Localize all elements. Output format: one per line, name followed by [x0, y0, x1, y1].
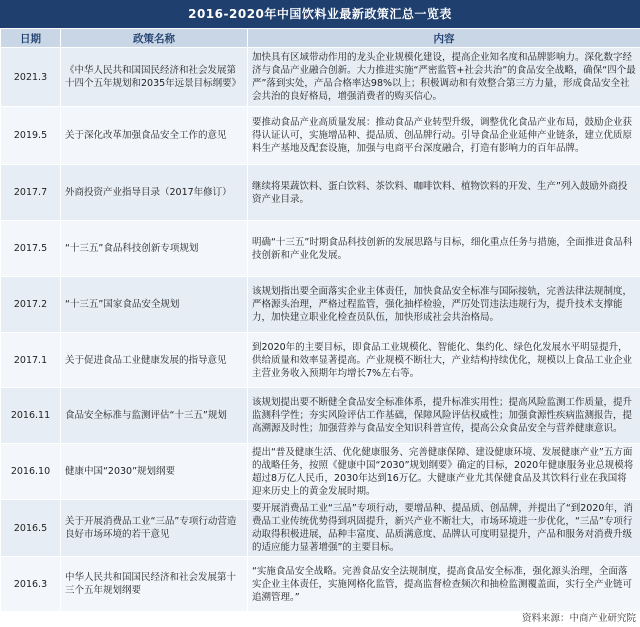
source-note: 资料来源：中商产业研究院 — [521, 613, 636, 624]
cell-date: 2017.2 — [1, 277, 61, 333]
cell-content: 明确“十三五”时期食品科技创新的发展思路与目标，细化重点任务与措施，全面推进食品科技创新和产业化发展。 — [248, 221, 640, 277]
cell-date: 2017.7 — [1, 165, 61, 221]
cell-date: 2019.5 — [1, 107, 61, 165]
cell-policy-name: 关于深化改革加强食品安全工作的意见 — [61, 107, 248, 165]
cell-date: 2016.11 — [1, 388, 61, 444]
cell-policy-name: 关于促进食品工业健康发展的指导意见 — [61, 333, 248, 388]
cell-policy-name: 外商投资产业指导目录（2017年修订） — [61, 165, 248, 221]
cell-policy-name: “十三五”食品科技创新专项规划 — [61, 221, 248, 277]
table-row — [1, 277, 640, 333]
cell-policy-name: 食品安全标准与监测评估“十三五”规划 — [61, 388, 248, 444]
cell-policy-name: 关于开展消费品工业“三品”专项行动营造良好市场环境的若干意见 — [61, 500, 248, 557]
header-policy-name: 政策名称 — [61, 29, 248, 48]
table-row — [1, 444, 640, 500]
cell-content: 该规划提出要不断健全食品安全标准体系，提升标准实用性；提高风险监测工作质量，提升监测科学性；夯实风险评估工作基础，保障风险评估权威性；加强食源性疾病监测报告，提高溯源及时性；加强营养与食品安全知识科普宣传，提高公众食品安全与营养健康意识。 — [248, 388, 640, 444]
cell-content: 要开展消费品工业“三品”专项行动，要增品种、提品质、创品牌，并提出了“到2020年，消费品工业传统优势得到巩固提升，新兴产业不断壮大，市场环境进一步优化，“三品”专项行动取得积极进展，品种丰富度、品质满意度、品牌认可度明显提升，产品和服务对消费升级的适应能力显著增强”的主要目标。 — [248, 500, 640, 557]
cell-content: 到2020年的主要目标，即食品工业规模化、智能化、集约化、绿色化发展水平明显提升，供给质量和效率显著提高。产业规模不断壮大，产业结构持续优化，规模以上食品工业企业主营业务收入预期年均增长7%左右等。 — [248, 333, 640, 388]
cell-date: 2016.5 — [1, 500, 61, 557]
table-row — [1, 388, 640, 444]
table-header-row — [1, 29, 640, 48]
cell-date: 2016.3 — [1, 557, 61, 612]
cell-policy-name: “十三五”国家食品安全规划 — [61, 277, 248, 333]
cell-content: “实施食品安全战略。完善食品安全法规制度，提高食品安全标准，强化源头治理，全面落实企业主体责任，实施网格化监管，提高监督检查频次和抽检监测覆盖面，实行全产业链可追溯管理。” — [248, 557, 640, 612]
table-row — [1, 165, 640, 221]
cell-content: 加快具有区域带动作用的龙头企业规模化建设，提高企业知名度和品牌影响力。深化数字经济与食品产业融合创新。大力推进实施“严密监管+社会共治”的食品安全战略，确保“四个最严”落到实处，产品合格率达98%以上；积极调动和有效整合第三方力量，形成食品安全社会共治的良好格局，增强消费者的购买信心。 — [248, 48, 640, 107]
cell-date: 2017.5 — [1, 221, 61, 277]
header-date: 日期 — [1, 29, 61, 48]
cell-policy-name: 健康中国“2030”规划纲要 — [61, 444, 248, 500]
cell-content: 继续将果蔬饮料、蛋白饮料、茶饮料、咖啡饮料、植物饮料的开发、生产”列入鼓励外商投资产业目录。 — [248, 165, 640, 221]
table-row — [1, 221, 640, 277]
table-title: 2016-2020年中国饮料业最新政策汇总一览表 — [0, 0, 640, 28]
table-row — [1, 500, 640, 557]
table-row — [1, 333, 640, 388]
cell-date: 2016.10 — [1, 444, 61, 500]
cell-content: 该规划指出要全面落实企业主体责任，加快食品安全标准与国际接轨，完善法律法规制度，严格源头治理，严格过程监管，强化抽样检验，严厉处罚违法违规行为，提升技术支撑能力，加快建立职业化检查员队伍，加快形成社会共治格局。 — [248, 277, 640, 333]
cell-content: 要推动食品产业高质量发展：推动食品产业转型升级，调整优化食品产业布局，鼓励企业获得认证认可，实施增品种、提品质、创品牌行动。引导食品企业延伸产业链条，建立优质原料生产基地及配套设施，加强与电商平台深度融合，打造有影响力的百年品牌。 — [248, 107, 640, 165]
table-row — [1, 107, 640, 165]
header-content: 内容 — [248, 29, 640, 48]
table-row — [1, 48, 640, 107]
cell-policy-name: 中华人民共和国国民经济和社会发展第十三个五年规划纲要 — [61, 557, 248, 612]
cell-content: 提出“普及健康生活、优化健康服务、完善健康保障、建设健康环境、发展健康产业”五方面的战略任务，按照《健康中国“2030”规划纲要》确定的目标，2020年健康服务业总规模将超过8万亿人民币，2030年达到16万亿。大健康产业尤其保健食品及其饮料行业在我国将迎来历史上的黄金发展时期。 — [248, 444, 640, 500]
cell-policy-name: 《中华人民共和国国民经济和社会发展第十四个五年规划和2035年远景目标纲要》 — [61, 48, 248, 107]
cell-date: 2017.1 — [1, 333, 61, 388]
cell-date: 2021.3 — [1, 48, 61, 107]
policy-table — [0, 28, 640, 612]
table-row — [1, 557, 640, 612]
